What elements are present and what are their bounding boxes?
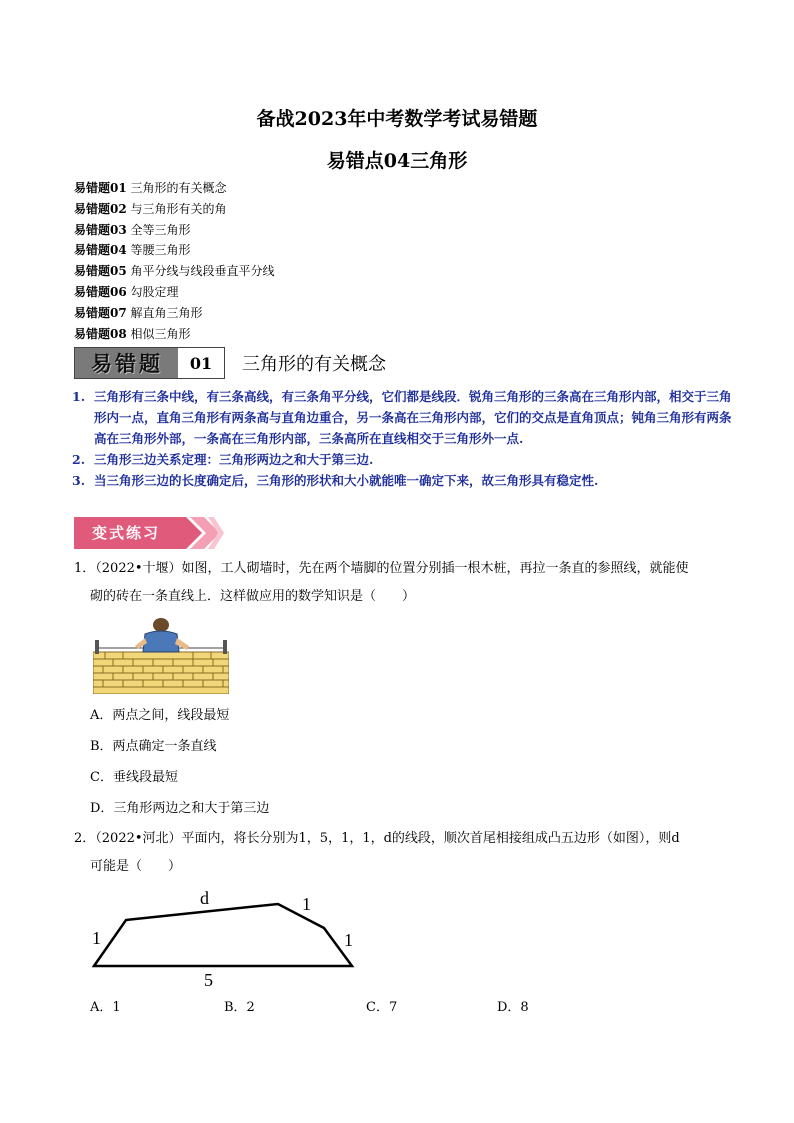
- toc-item: 易错题06 勾股定理: [74, 284, 179, 299]
- toc-item: 易错题07 解直角三角形: [74, 305, 203, 320]
- question-1-option-c: C．垂线段最短: [90, 770, 178, 785]
- toc-item: 易错题08 相似三角形: [74, 326, 191, 341]
- question-1: [74, 555, 734, 611]
- section-label-box: 易错题: [74, 347, 180, 379]
- question-2-option-a: A．1: [90, 1000, 121, 1015]
- question-1-line1: 1．（2022•十堰）如图，工人砌墙时，先在两个墙脚的位置分别插一根木桩，再拉一条直的参照线，就能使: [74, 561, 689, 576]
- label-upper-right: 1: [302, 894, 311, 914]
- question-1-option-a: A．两点之间，线段最短: [90, 708, 230, 723]
- question-2-line2: 可能是（ ）: [90, 859, 182, 874]
- label-left: 1: [92, 928, 101, 948]
- question-1-option-d: D．三角形两边之和大于第三边: [90, 801, 270, 816]
- question-1-line2: 砌的砖在一条直线上．这样做应用的数学知识是（ ）: [90, 589, 416, 604]
- bricklayer-illustration: [93, 618, 229, 694]
- practice-label: 变式练习: [92, 524, 161, 542]
- question-1-option-b: B．两点确定一条直线: [90, 739, 217, 754]
- section-number: 01: [178, 347, 225, 379]
- practice-banner: [74, 517, 224, 549]
- toc-item: 易错题05 角平分线与线段垂直平分线: [74, 264, 275, 279]
- page-subtitle: 易错点04三角形: [326, 150, 468, 172]
- pentagon-figure: [88, 880, 368, 990]
- key-point: 3. 当三角形三边的长度确定后，三角形的形状和大小就能唯一确定下来，故三角形具有稳定性.: [72, 473, 599, 488]
- question-2-option-b: B．2: [224, 1000, 255, 1015]
- label-right: 1: [344, 930, 353, 950]
- label-d: d: [200, 888, 209, 908]
- key-point: 2. 三角形三边关系定理：三角形两边之和大于第三边.: [72, 452, 374, 467]
- toc-item: 易错题01 三角形的有关概念: [74, 181, 227, 195]
- key-points: [72, 386, 732, 491]
- question-2-option-c: C．7: [366, 1000, 398, 1015]
- section-title: 三角形的有关概念: [242, 354, 386, 375]
- page-title: 备战2023年中考数学考试易错题: [256, 108, 538, 130]
- key-point: 1. 三角形有三条中线，有三条高线，有三条角平分线，它们都是线段．锐角三角形的三条高在三角形内部，相交于三角形内一点，直角三角形有两条高与直角边重合，另一条高在三角形内部，它们的交点是直角顶点；钝角三角形有两条高在三角形外部，一条高在三角形内部，三条高所在直线相交于三角形外一点.: [72, 389, 732, 446]
- table-of-contents: [74, 178, 275, 344]
- question-2: [74, 825, 734, 881]
- label-bottom: 5: [204, 970, 213, 990]
- toc-item: 易错题03 全等三角形: [74, 222, 191, 237]
- toc-item: 易错题04 等腰三角形: [74, 243, 191, 258]
- question-2-option-d: D．8: [497, 1000, 529, 1015]
- toc-item: 易错题02 与三角形有关的角: [74, 201, 227, 216]
- question-2-line1: 2．（2022•河北）平面内，将长分别为1，5，1，1，d的线段，顺次首尾相接组成凸五边形（如图），则d: [74, 831, 680, 846]
